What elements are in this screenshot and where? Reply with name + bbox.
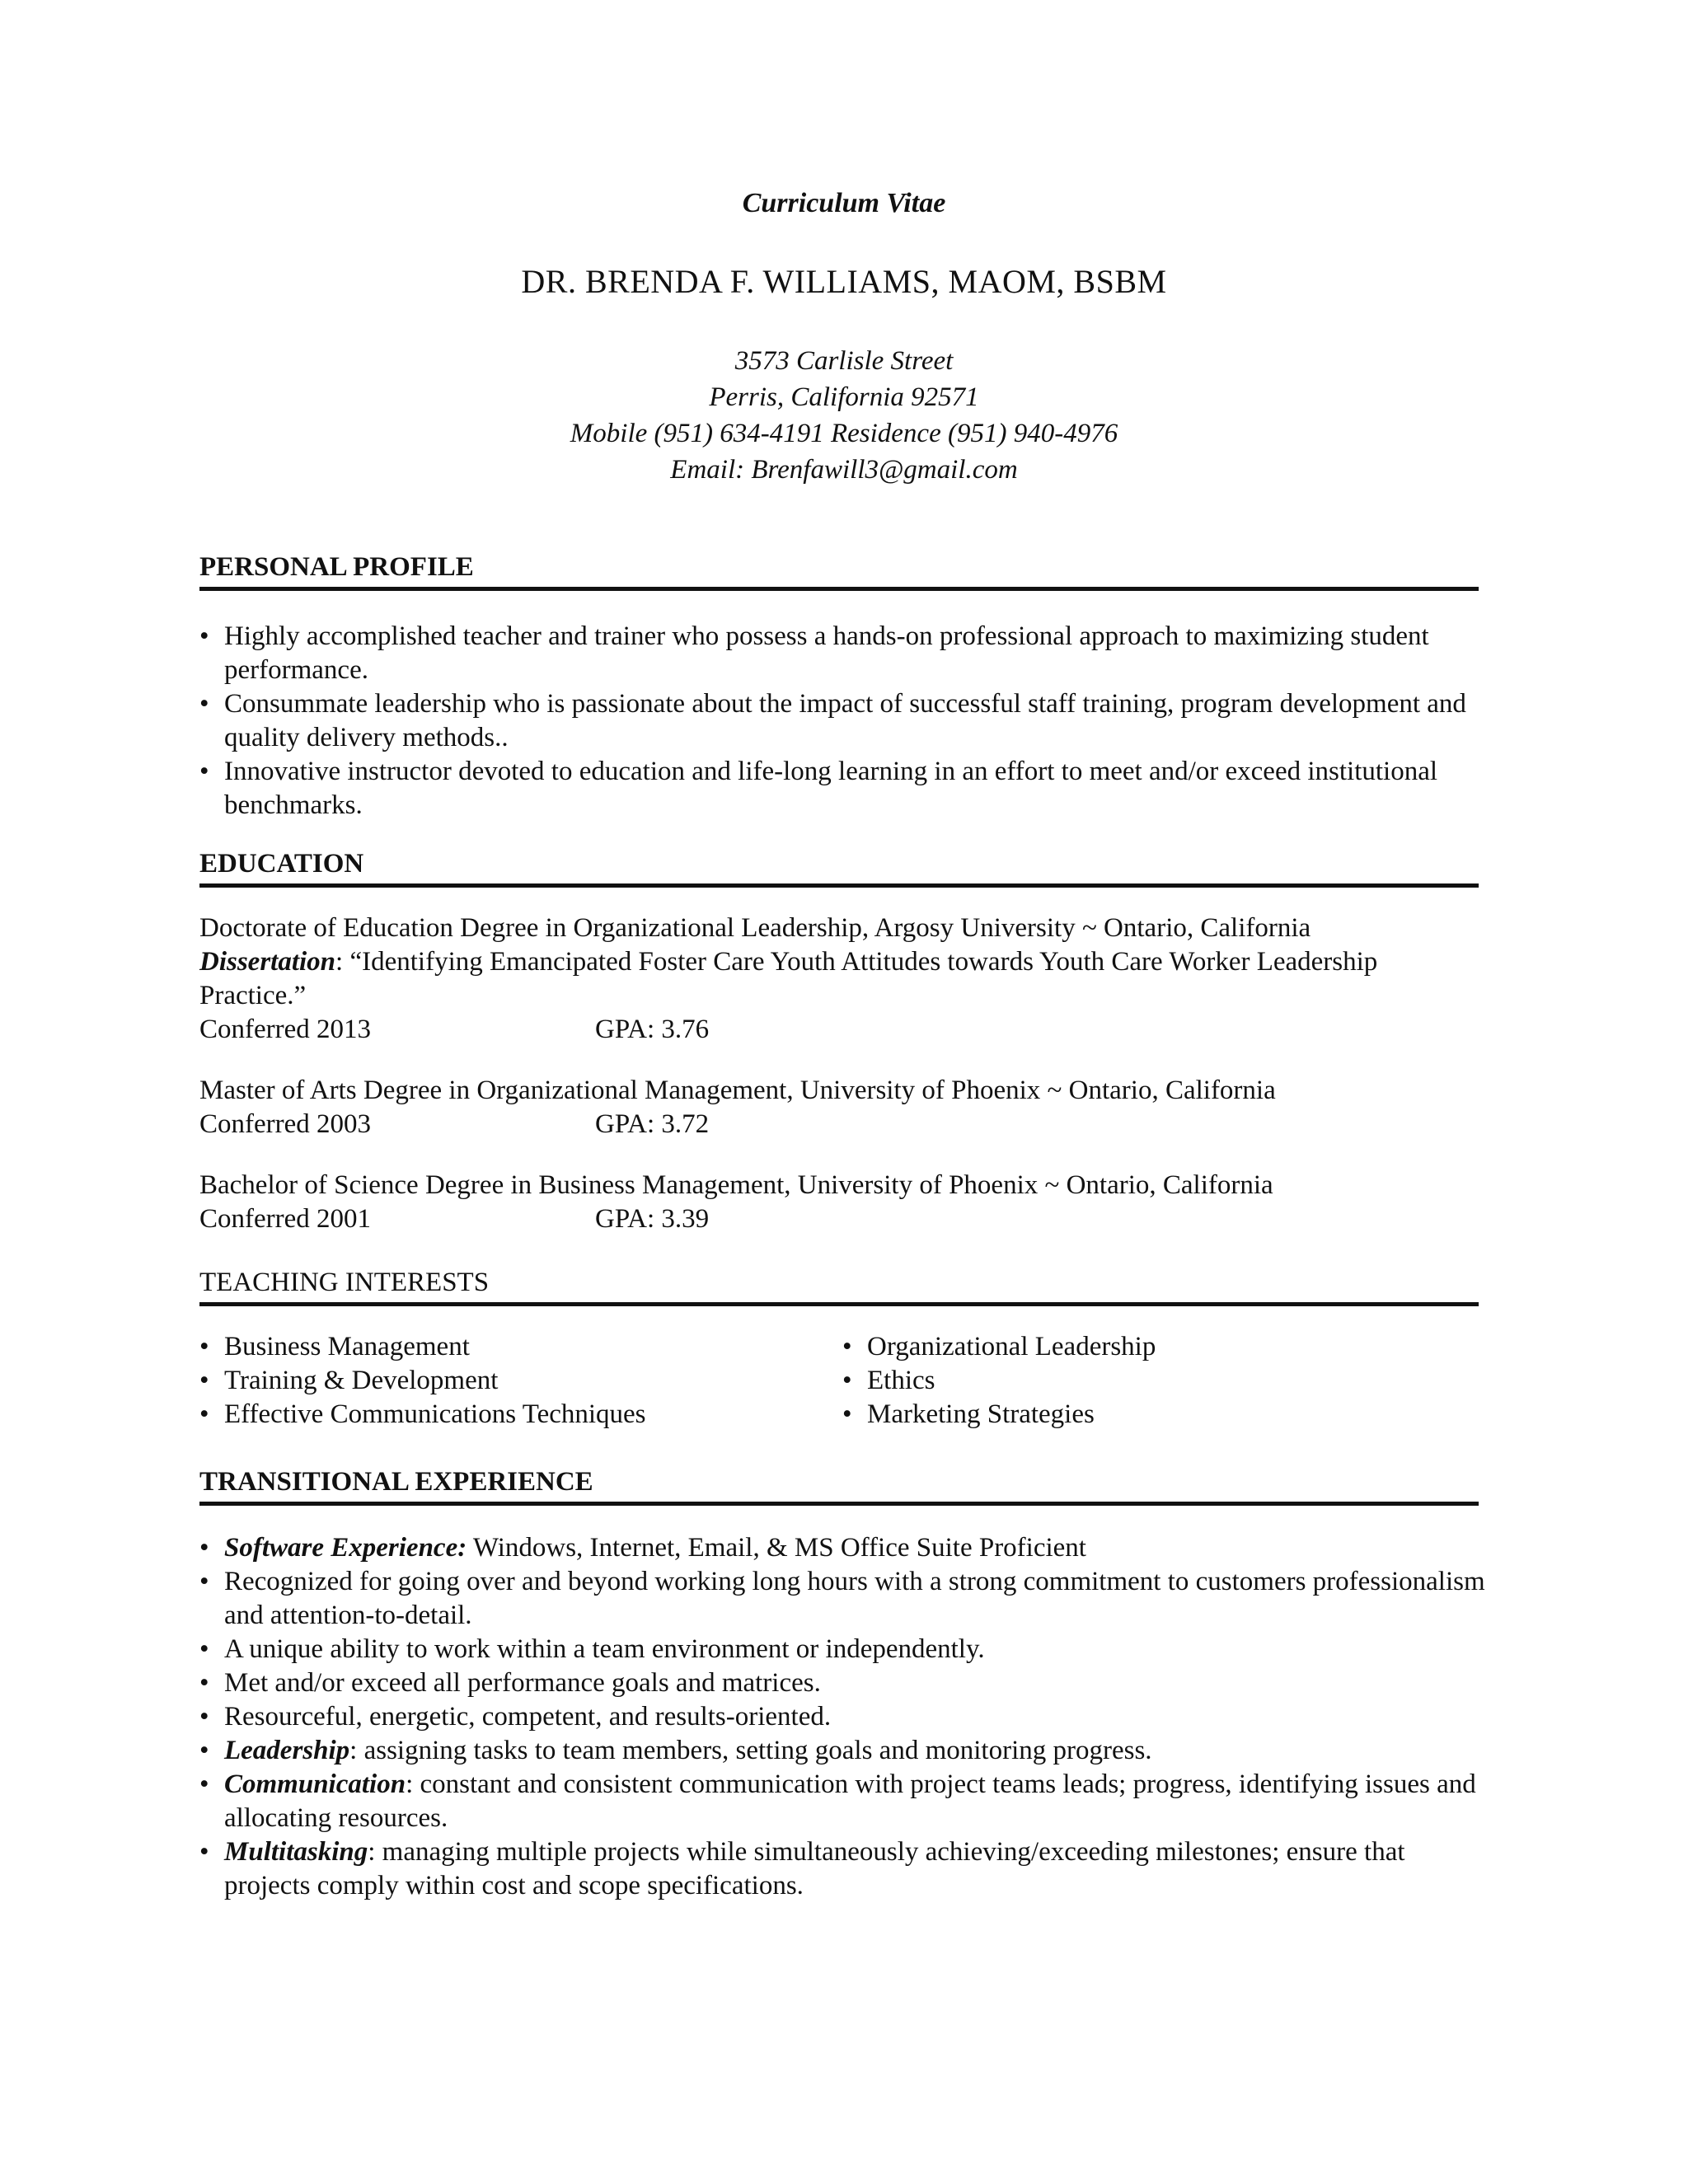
conferred-row	[199, 1202, 1485, 1236]
item-label: Multitasking	[224, 1837, 368, 1867]
address-street: 3573 Carlisle Street	[734, 346, 954, 376]
profile-section	[199, 620, 1485, 823]
list-item	[199, 1531, 1485, 1565]
section-title-teaching: TEACHING INTERESTS	[199, 1266, 1479, 1306]
teaching-columns	[199, 1330, 1485, 1432]
section-title-education: EDUCATION	[199, 847, 1479, 888]
conferred-year: Conferred 2003	[199, 1109, 372, 1139]
list-item	[199, 1666, 1485, 1700]
degree: Master of Arts Degree in Organizational Management, University of Phoenix ~ Ontario, California	[199, 1076, 1276, 1105]
item-text: Resourceful, energetic, competent, and results-oriented.	[224, 1702, 832, 1732]
profile-list	[199, 620, 1485, 823]
item-label: Communication	[224, 1769, 406, 1799]
list-item: • Organizational Leadership	[842, 1330, 1485, 1364]
degree: Bachelor of Science Degree in Business Management, University of Phoenix ~ Ontario, California	[199, 1170, 1273, 1200]
education-entry	[199, 1169, 1485, 1236]
list-item: • Training & Development	[199, 1364, 842, 1398]
item-label: Leadership	[224, 1736, 350, 1765]
list-item: • Ethics	[842, 1364, 1485, 1398]
list-item	[199, 1734, 1485, 1768]
contact-block	[0, 343, 1688, 488]
teaching-section	[199, 1330, 1485, 1432]
item-text: : assigning tasks to team members, setting goals and monitoring progress.	[349, 1736, 1152, 1765]
conferred-row	[199, 1013, 1485, 1047]
teaching-list-left	[199, 1330, 842, 1432]
item-text: : constant and consistent communication with project teams leads; progress, identifying issues and allocating resources.	[224, 1769, 1476, 1833]
email-address: Email: Brenfawill3@gmail.com	[670, 455, 1018, 485]
item-text: Recognized for going over and beyond working long hours with a strong commitment to customers professionalism and attention-to-detail.	[224, 1567, 1485, 1630]
candidate-name: DR. BRENDA F. WILLIAMS, MAOM, BSBM	[521, 263, 1167, 300]
education-section	[199, 912, 1485, 1236]
conferred-row	[199, 1108, 1485, 1141]
conferred-year: Conferred 2013	[199, 1015, 372, 1044]
item-text: : managing multiple projects while simultaneously achieving/exceeding milestones; ensure that projects comply within cost and scope specifications.	[224, 1837, 1405, 1900]
transitional-list	[199, 1531, 1485, 1903]
education-entry	[199, 912, 1485, 1047]
list-item	[199, 1633, 1485, 1666]
item-text: Met and/or exceed all performance goals and matrices.	[224, 1668, 821, 1698]
list-item	[199, 1835, 1485, 1903]
list-item: • Innovative instructor devoted to education and life-long learning in an effort to meet and/or exceed institutional benchmarks.	[199, 755, 1485, 823]
degree: Doctorate of Education Degree in Organizational Leadership, Argosy University ~ Ontario, California	[199, 913, 1311, 943]
list-item: • Business Management	[199, 1330, 842, 1364]
list-item: • Effective Communications Techniques	[199, 1398, 842, 1432]
item-text: A unique ability to work within a team environment or independently.	[224, 1634, 985, 1664]
dissertation-text: : “Identifying Emancipated Foster Care Youth Attitudes towards Youth Care Worker Leadership Practice.”	[199, 947, 1378, 1010]
list-item	[199, 1565, 1485, 1633]
phone-numbers: Mobile (951) 634-4191 Residence (951) 940-4976	[570, 419, 1118, 448]
gpa: GPA: 3.39	[595, 1204, 710, 1234]
education-entry	[199, 1074, 1485, 1141]
dissertation-label: Dissertation	[199, 947, 336, 977]
gpa: GPA: 3.76	[595, 1015, 710, 1044]
address-city: Perris, California 92571	[709, 382, 979, 412]
teaching-list-right	[842, 1330, 1485, 1432]
list-item: • Marketing Strategies	[842, 1398, 1485, 1432]
list-item	[199, 1768, 1485, 1835]
dissertation	[199, 945, 1485, 1013]
transitional-section	[199, 1531, 1485, 1903]
list-item: • Highly accomplished teacher and trainer who possess a hands-on professional approach to maximizing student performance.	[199, 620, 1485, 687]
item-text: Windows, Internet, Email, & MS Office Suite Proficient	[467, 1533, 1086, 1563]
section-title-profile: PERSONAL PROFILE	[199, 551, 1479, 591]
gpa: GPA: 3.72	[595, 1109, 710, 1139]
list-item	[199, 1700, 1485, 1734]
section-title-transitional: TRANSITIONAL EXPERIENCE	[199, 1465, 1479, 1506]
document-label: Curriculum Vitae	[742, 188, 946, 218]
list-item: • Consummate leadership who is passionate about the impact of successful staff training, program development and quality delivery methods..	[199, 687, 1485, 755]
item-label: Software Experience:	[224, 1533, 467, 1563]
conferred-year: Conferred 2001	[199, 1204, 372, 1234]
